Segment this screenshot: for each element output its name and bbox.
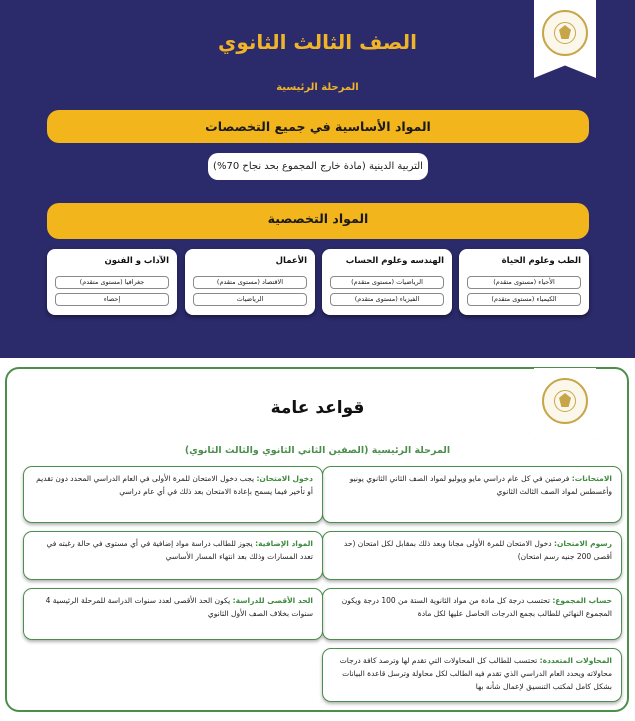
rule-text: دخول الامتحان للمرة الأولى مجانا وبعد ذلك بمقابل لكل امتحان (حد أقصى 200 جنيه رسم امتحان) <box>343 539 612 561</box>
track-card-engineering <box>322 249 452 315</box>
track-subject: الاقتصاد (مستوى متقدم) <box>193 276 307 289</box>
rule-text: يجوز للطالب دراسة مواد إضافية في أي مستوى في حالة رغبته في تعدد المسارات وذلك بعد انتهاء المسار الأساسي <box>46 539 313 561</box>
rule-card-extra-subjects <box>23 531 323 580</box>
track-card-business <box>185 249 315 315</box>
rule-text: يجب دخول الامتحان للمرة الأولى في العام الدراسي المحدد دون تقديم أو تأخير فيما يسمح بإعادة الامتحان بعد ذلك في أي عام دراسي <box>36 474 313 496</box>
track-title: الطب وعلوم الحياة <box>501 256 581 266</box>
track-title: الهندسه وعلوم الحساب <box>345 256 444 266</box>
rule-key: رسوم الامتحان: <box>554 539 612 548</box>
rule-key: حساب المجموع: <box>552 596 612 605</box>
track-subject: الفيزياء (مستوى متقدم) <box>330 293 444 306</box>
core-subjects-heading: المواد الأساسية في جميع التخصصات <box>47 110 589 143</box>
track-card-medicine <box>459 249 589 315</box>
rules-subtitle: المرحلة الرئيسية (الصفين الثاني الثانوي والثالث الثانوي) <box>184 445 451 456</box>
rule-key: المواد الإضافية: <box>255 539 313 548</box>
track-subject: إحصاء <box>55 293 169 306</box>
track-subject: الكيمياء (مستوى متقدم) <box>467 293 581 306</box>
rule-text: يكون الحد الأقصى لعدد سنوات الدراسة للمرحلة الرئيسية 4 سنوات بخلاف الصف الأول الثانوي <box>45 596 313 618</box>
rule-card-exam-fees <box>322 531 622 580</box>
rule-text: تحتسب للطالب كل المحاولات التي تقدم لها وترصد كافة درجات محاولاته ويحدد العام الدراسي الذي تقدم فيه الطالب لكل محاولة وترسل قاعدة البيانات بشكل كامل لمكتب التنسيق لإعمال شأنه بها <box>339 656 612 691</box>
rule-card-multiple-attempts <box>322 648 622 702</box>
rule-text: تحتسب درجة كل مادة من مواد الثانوية الستة من 100 درجة ويكون المجموع النهائي للطالب بجمع الدرجات الحاصل عليها لكل مادة <box>341 596 612 618</box>
rule-key: الامتحانات: <box>571 474 612 483</box>
rule-key: دخول الامتحان: <box>256 474 313 483</box>
track-subject: الرياضيات (مستوى متقدم) <box>330 276 444 289</box>
track-card-arts <box>47 249 177 315</box>
page-subtitle: المرحلة الرئيسية <box>276 82 359 93</box>
page-title: الصف الثالث الثانوي <box>218 30 417 54</box>
track-title: الآداب و الفنون <box>104 256 169 266</box>
rule-key: الحد الأقصى للدراسة: <box>232 596 313 605</box>
core-subject-item: التربية الدينية (مادة خارج المجموع بحد نجاح 70%) <box>208 153 428 180</box>
rule-key: المحاولات المتعددة: <box>539 656 612 665</box>
rule-card-exams <box>322 466 622 523</box>
track-title: الأعمال <box>275 256 307 266</box>
track-subject: جغرافيا (مستوى متقدم) <box>55 276 169 289</box>
track-subject: الرياضيات <box>193 293 307 306</box>
rule-card-max-duration <box>23 588 323 640</box>
track-subject: الأحياء (مستوى متقدم) <box>467 276 581 289</box>
specialized-subjects-heading: المواد التخصصية <box>47 203 589 239</box>
rule-card-exam-entry <box>23 466 323 523</box>
rule-card-total-score <box>322 588 622 640</box>
rules-title: قواعد عامة <box>270 398 365 418</box>
rule-text: فرصتين في كل عام دراسي مايو ويوليو لمواد الصف الثاني الثانوي يونيو وأغسطس لمواد الصف الثالث الثانوي <box>349 474 612 496</box>
